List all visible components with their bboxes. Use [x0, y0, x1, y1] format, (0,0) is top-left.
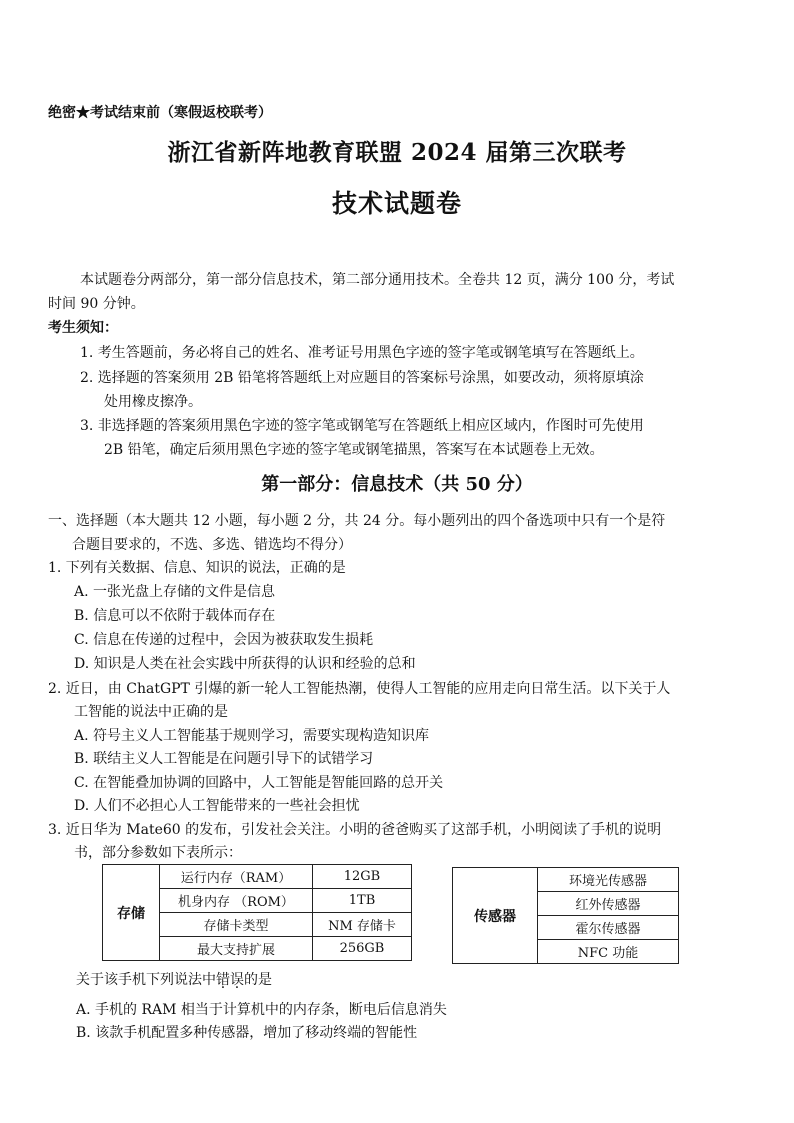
notice-item-1: 1. 考生答题前，务必将自己的姓名、准考证号用黑色字迹的签字笔或钢笔填写在答题纸上。	[80, 345, 644, 361]
notice-title: 考生须知：	[48, 320, 118, 336]
spec-value: 256GB	[313, 937, 412, 961]
spec-value: NM 存储卡	[313, 913, 412, 937]
sensor-item: 霍尔传感器	[538, 916, 679, 940]
spec-key: 机身内存 （ROM）	[160, 889, 313, 913]
sensor-item: 红外传感器	[538, 892, 679, 916]
sensor-item: 环境光传感器	[538, 868, 679, 892]
q3-stem: 3. 近日华为 Mate60 的发布，引发社会关注。小明的爸爸购买了这部手机，小明阅读了手机的说明	[48, 822, 662, 838]
q2-option-b: B. 联结主义人工智能是在问题引导下的试错学习	[74, 751, 374, 767]
paper-subtitle: 技术试题卷	[331, 189, 462, 218]
sensor-spec-table	[452, 867, 679, 964]
q2-stem: 2. 近日，由 ChatGPT 引爆的新一轮人工智能热潮，使得人工智能的应用走向日常生活。以下关于人	[48, 681, 671, 697]
q3-stem-cont: 书，部分参数如下表所示：	[74, 845, 242, 861]
section-instructions-cont: 合题目要求的，不选、多选、错选均不得分）	[72, 537, 352, 553]
q3-question	[76, 968, 272, 992]
spec-key: 运行内存（RAM）	[160, 865, 313, 889]
emphasis-char: 错	[216, 972, 230, 988]
q2-option-c: C. 在智能叠加协调的回路中，人工智能是智能回路的总开关	[74, 775, 444, 791]
q1-option-d: D. 知识是人类在社会实践中所获得的认识和经验的总和	[74, 656, 416, 672]
q3-question-post: 的是	[244, 972, 272, 988]
notice-item-3-cont: 2B 铅笔，确定后须用黑色字迹的签字笔或钢笔描黑，答案写在本试题卷上无效。	[104, 442, 604, 458]
storage-label: 存储	[103, 865, 160, 961]
q3-question-pre: 关于该手机下列说法中	[76, 972, 216, 988]
q2-option-a: A. 符号主义人工智能基于规则学习，需要实现构造知识库	[74, 728, 430, 744]
spec-value: 1TB	[313, 889, 412, 913]
exam-title: 浙江省新阵地教育联盟 2024 届第三次联考	[167, 139, 627, 166]
intro-line-2: 时间 90 分钟。	[48, 296, 145, 312]
spec-value: 12GB	[313, 865, 412, 889]
storage-spec-table	[102, 864, 412, 961]
q1-stem: 1. 下列有关数据、信息、知识的说法，正确的是	[48, 560, 346, 576]
spec-key: 存储卡类型	[160, 913, 313, 937]
q2-stem-cont: 工智能的说法中正确的是	[74, 704, 228, 720]
q1-option-b: B. 信息可以不依附于载体而存在	[74, 608, 276, 624]
notice-item-3: 3. 非选择题的答案须用黑色字迹的签字笔或钢笔写在答题纸上相应区域内，作图时可先使用	[80, 418, 644, 434]
q1-option-a: A. 一张光盘上存储的文件是信息	[74, 584, 276, 600]
notice-item-2: 2. 选择题的答案须用 2B 铅笔将答题纸上对应题目的答案标号涂黑，如要改动，须将原填涂	[80, 370, 644, 386]
q3-option-a: A. 手机的 RAM 相当于计算机中的内存条，断电后信息消失	[76, 1002, 447, 1018]
q2-option-d: D. 人们不必担心人工智能带来的一些社会担忧	[74, 798, 360, 814]
confidential-label: 绝密★考试结束前（寒假返校联考）	[48, 105, 272, 121]
section-instructions: 一、选择题（本大题共 12 小题，每小题 2 分，共 24 分。每小题列出的四个备选项中只有一个是符	[48, 513, 666, 529]
sensor-item: NFC 功能	[538, 940, 679, 964]
spec-key: 最大支持扩展	[160, 937, 313, 961]
intro-line-1: 本试题卷分两部分，第一部分信息技术，第二部分通用技术。全卷共 12 页，满分 100 分，考试	[80, 272, 675, 288]
part-one-title: 第一部分：信息技术（共 50 分）	[261, 474, 533, 495]
q1-option-c: C. 信息在传递的过程中，会因为被获取发生损耗	[74, 632, 374, 648]
notice-item-2-cont: 处用橡皮擦净。	[104, 394, 202, 410]
q3-option-b: B. 该款手机配置多种传感器，增加了移动终端的智能性	[76, 1025, 418, 1041]
emphasis-char: 误	[230, 972, 244, 988]
sensor-label: 传感器	[453, 868, 538, 964]
